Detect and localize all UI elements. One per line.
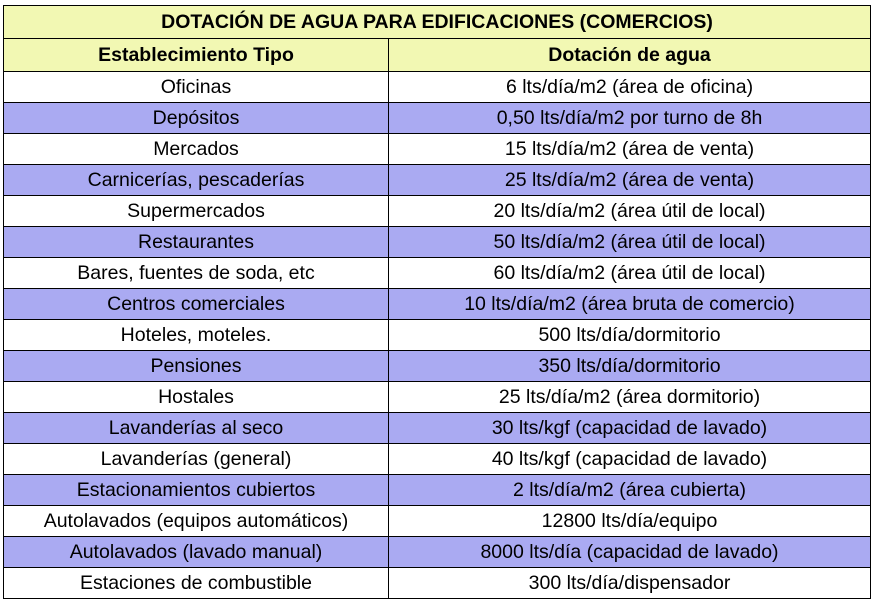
table-row (4, 413, 871, 444)
establishment-cell: Centros comerciales (4, 289, 389, 320)
table-title: DOTACIÓN DE AGUA PARA EDIFICACIONES (COMERCIOS) (4, 6, 871, 39)
table-row (4, 537, 871, 568)
establishment-cell: Estaciones de combustible (4, 568, 389, 599)
establishment-cell: Mercados (4, 134, 389, 165)
allocation-cell: 350 lts/día/dormitorio (389, 351, 871, 382)
allocation-cell: 15 lts/día/m2 (área de venta) (389, 134, 871, 165)
table-row (4, 165, 871, 196)
establishment-cell: Bares, fuentes de soda, etc (4, 258, 389, 289)
allocation-cell: 30 lts/kgf (capacidad de lavado) (389, 413, 871, 444)
establishment-cell: Oficinas (4, 72, 389, 103)
allocation-cell: 6 lts/día/m2 (área de oficina) (389, 72, 871, 103)
table-row (4, 444, 871, 475)
establishment-cell: Supermercados (4, 196, 389, 227)
establishment-cell: Lavanderías al seco (4, 413, 389, 444)
establishment-cell: Hostales (4, 382, 389, 413)
column-header-water-allocation: Dotación de agua (389, 39, 871, 72)
establishment-cell: Hoteles, moteles. (4, 320, 389, 351)
water-allocation-table (3, 5, 871, 599)
column-header-establishment: Establecimiento Tipo (4, 39, 389, 72)
establishment-cell: Autolavados (lavado manual) (4, 537, 389, 568)
table-row (4, 289, 871, 320)
table-row (4, 258, 871, 289)
allocation-cell: 25 lts/día/m2 (área dormitorio) (389, 382, 871, 413)
establishment-cell: Carnicerías, pescaderías (4, 165, 389, 196)
water-allocation-table-container (3, 5, 870, 599)
table-title-row (4, 6, 871, 39)
allocation-cell: 8000 lts/día (capacidad de lavado) (389, 537, 871, 568)
allocation-cell: 500 lts/día/dormitorio (389, 320, 871, 351)
table-row (4, 351, 871, 382)
allocation-cell: 12800 lts/día/equipo (389, 506, 871, 537)
table-row (4, 134, 871, 165)
allocation-cell: 40 lts/kgf (capacidad de lavado) (389, 444, 871, 475)
establishment-cell: Depósitos (4, 103, 389, 134)
allocation-cell: 60 lts/día/m2 (área útil de local) (389, 258, 871, 289)
table-row (4, 475, 871, 506)
establishment-cell: Estacionamientos cubiertos (4, 475, 389, 506)
table-row (4, 227, 871, 258)
establishment-cell: Lavanderías (general) (4, 444, 389, 475)
allocation-cell: 20 lts/día/m2 (área útil de local) (389, 196, 871, 227)
allocation-cell: 300 lts/día/dispensador (389, 568, 871, 599)
table-row (4, 320, 871, 351)
table-row (4, 506, 871, 537)
allocation-cell: 50 lts/día/m2 (área útil de local) (389, 227, 871, 258)
table-header-row (4, 39, 871, 72)
allocation-cell: 2 lts/día/m2 (área cubierta) (389, 475, 871, 506)
table-row (4, 103, 871, 134)
table-row (4, 568, 871, 599)
allocation-cell: 0,50 lts/día/m2 por turno de 8h (389, 103, 871, 134)
establishment-cell: Restaurantes (4, 227, 389, 258)
table-row (4, 382, 871, 413)
allocation-cell: 10 lts/día/m2 (área bruta de comercio) (389, 289, 871, 320)
table-body (4, 72, 871, 599)
allocation-cell: 25 lts/día/m2 (área de venta) (389, 165, 871, 196)
establishment-cell: Autolavados (equipos automáticos) (4, 506, 389, 537)
establishment-cell: Pensiones (4, 351, 389, 382)
table-row (4, 196, 871, 227)
table-row (4, 72, 871, 103)
